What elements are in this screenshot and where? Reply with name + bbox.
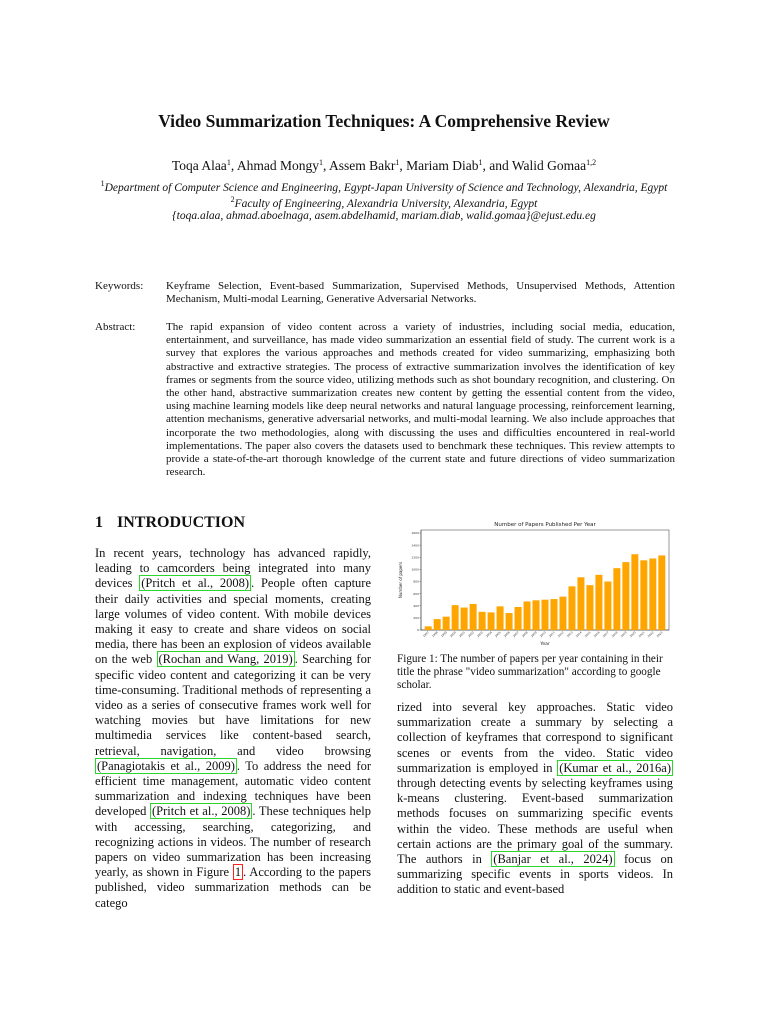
x-tick-label: 1999	[439, 630, 448, 639]
x-tick-label: 1997	[422, 630, 430, 639]
y-tick-label: 1000	[411, 567, 419, 572]
bar	[524, 602, 531, 630]
bar	[586, 585, 593, 630]
x-tick-label: 2001	[457, 630, 466, 639]
x-tick-label: 2004	[484, 630, 493, 639]
x-tick-label: 2023	[655, 630, 664, 639]
bar	[595, 575, 602, 630]
section-number: 1	[95, 514, 103, 531]
x-tick-label: 2006	[502, 630, 511, 639]
x-tick-label: 2000	[448, 630, 457, 639]
bar	[506, 613, 513, 630]
paper-title: Video Summarization Techniques: A Comprehensive Review	[158, 111, 610, 131]
bar	[479, 612, 486, 630]
y-tick-label: 1600	[411, 531, 419, 536]
x-tick-label: 1998	[431, 630, 439, 639]
author: Toqa Alaa$^1$,	[171, 158, 237, 173]
bar	[604, 582, 611, 630]
bar	[533, 600, 540, 630]
bar	[631, 554, 638, 630]
bar	[649, 558, 656, 630]
x-tick-label: 2013	[565, 630, 574, 639]
x-tick-label: 2002	[466, 630, 475, 639]
bar	[550, 599, 557, 630]
x-tick-label: 2022	[646, 630, 655, 639]
abstract-text: The rapid expansion of video content across a variety of industries, including social media, education, entertainment, and surveillance, has made video summarization an essential field of study. The current work is a survey that explores the various approaches and methods created for video summarizing, emphasizing both abstractive and extractive strategies. The process of extractive summarization involves the identification of key frames or segments from the source video, utilizing methods such as shot boundary recognition, and clustering. On the other hand, abstractive summarization creates new content by getting the essential content from the video, using machine learning models like deep neural networks and natural language processing, reinforcement learning, attention mechanisms, generative adversarial networks, and multi-modal learning. We also include approaches that incorporate the two methodologies, along with discussing the uses and difficulties encountered in real-world implementations. The paper also covers the datasets used to benchmark these techniques. This review attempts to provide a state-of-the-art thorough knowledge of the current state and future directions of video summarization research.	[166, 321, 675, 479]
citation-link[interactable]: (Banjar et al., 2024)	[493, 852, 613, 867]
affiliation-1: $^1$Department of Computer Science and Engineering, Egypt-Japan University of Science and Technology, Alexandria, Egypt	[100, 179, 668, 194]
x-axis-label: Year	[540, 642, 550, 646]
author: Ahmad Mongy$^1$,	[236, 158, 329, 173]
bar	[613, 568, 620, 630]
x-tick-label: 2016	[592, 630, 601, 639]
bar	[443, 617, 450, 630]
author: Mariam Diab$^1$, and	[406, 158, 512, 173]
bar	[577, 577, 584, 630]
chart-title: Number of Papers Published Per Year	[494, 522, 596, 528]
x-tick-label: 2005	[493, 630, 502, 639]
keywords-block	[95, 280, 675, 306]
bar	[658, 555, 665, 630]
bar	[541, 600, 548, 630]
citation-link[interactable]: (Pritch et al., 2008)	[152, 804, 251, 819]
x-tick-label: 2003	[475, 630, 484, 639]
bar	[515, 607, 522, 630]
citation-link[interactable]: (Pritch et al., 2008)	[141, 576, 250, 591]
figure-1-chart	[397, 518, 675, 646]
figure-caption: Figure 1: The number of papers per year containing in their title the phrase "video summarization" according to google scholar.	[397, 653, 663, 692]
y-tick-label: 600	[413, 591, 419, 596]
x-tick-label: 2011	[547, 630, 556, 639]
section-title: INTRODUCTION	[117, 514, 246, 531]
author: Assem Bakr$^1$,	[328, 158, 407, 173]
author-list	[0, 158, 768, 174]
x-tick-label: 2020	[628, 630, 637, 639]
bar	[461, 608, 468, 630]
citation-link[interactable]: (Panagiotakis et al., 2009)	[97, 758, 235, 773]
figure-reference-link[interactable]: 1	[234, 865, 242, 880]
bar	[640, 560, 647, 630]
bar	[488, 612, 495, 630]
intro-left-column: In recent years, technology has advanced rapidly, leading to camcorders being integrated into many devices (Pritch et al., 2008) . People often capture their daily activities and special moments, creating large volumes of video content. With mobile devices making it easy to create and share videos on social media, there has been an explosion of videos available on the web (Rochan and Wang, 2019) . Searching for specific video content and categorizing it can be very time-consuming. Traditional methods of representing a video as a series of consecutive frames work well for watching movies but have limitations for new multimedia services like content-based search, retrieval, navigation, and video browsing (Panagiotakis et al., 2009) . To address the need for efficient time management, automatic video content summarization and indexing techniques have been developed (Pritch et al., 2008) . These techniques help with accessing, searching, categorizing, and recognizing actions in videos. The number of research papers on video summarization has been increasing yearly, as shown in Figure 1 . According to the papers published, video summarization methods can be catego	[95, 546, 372, 910]
x-tick-label: 2009	[529, 630, 538, 639]
bar	[568, 586, 575, 630]
bar	[622, 562, 629, 630]
y-tick-label: 400	[413, 603, 419, 608]
bar	[497, 606, 504, 630]
bar-chart	[397, 518, 675, 646]
author-emails: {toqa.alaa, ahmad.aboelnaga, asem.abdelhamid, mariam.diab, walid.gomaa}@ejust.edu.eg	[172, 210, 596, 222]
x-tick-label: 2017	[601, 630, 610, 639]
abstract-block	[95, 321, 675, 479]
affiliation-2: $^2$Faculty of Engineering, Alexandria University, Alexandria, Egypt	[230, 195, 538, 210]
x-tick-label: 2021	[637, 630, 646, 639]
x-tick-label: 2015	[583, 630, 592, 639]
keywords-label: Keywords:	[95, 280, 144, 292]
x-tick-label: 2019	[619, 630, 628, 639]
citation-link[interactable]: (Kumar et al., 2016a)	[559, 760, 671, 775]
bar	[470, 604, 477, 630]
x-tick-label: 2008	[520, 630, 529, 639]
abstract-label: Abstract:	[95, 321, 136, 333]
y-tick-label: 800	[413, 579, 419, 584]
author: Walid Gomaa$^{1,2}$	[511, 158, 597, 173]
x-tick-label: 2014	[574, 630, 583, 639]
y-axis-label: Number of papers	[398, 561, 403, 599]
citation-link[interactable]: (Rochan and Wang, 2019)	[158, 652, 293, 667]
keywords-text: Keyframe Selection, Event-based Summarization, Supervised Methods, Unsupervised Methods, Attention Mechanism, Multi-modal Learning, Generative Adversarial Networks.	[166, 280, 675, 306]
section-heading	[95, 514, 245, 532]
bar	[559, 597, 566, 630]
bar	[452, 605, 459, 630]
y-tick-label: 1400	[411, 543, 419, 548]
x-tick-label: 2018	[610, 630, 619, 639]
bar	[434, 619, 441, 630]
intro-right-column: rized into several key approaches. Static video summarization create a summary by selecting a collection of keyframes that correspond to significant scenes or events from the video. Static video summarization is employed in (Kumar et al., 2016a) through detecting events by selecting keyframes using k-means clustering. Event-based summarization methods focuses on summarizing specific events within the video. These methods are useful when certain actions are the primary goal of the summary. The authors in (Banjar et al., 2024) focus on summarizing specific events in sports videos. In addition to static and event-based	[397, 700, 674, 897]
y-tick-label: 200	[413, 616, 419, 621]
x-tick-label: 2010	[538, 630, 547, 639]
y-tick-label: 1200	[411, 555, 419, 560]
y-tick-label: 0	[417, 628, 419, 633]
x-tick-label: 2012	[556, 630, 565, 639]
bar	[425, 626, 432, 630]
x-tick-label: 2007	[511, 630, 520, 639]
